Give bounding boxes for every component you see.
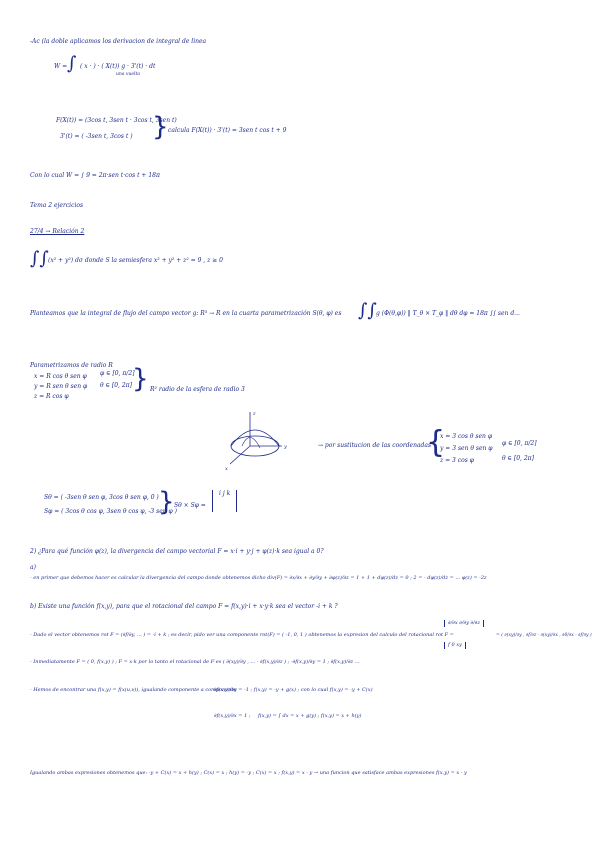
work-integrand: ( x · ) · ( X(t)) g · 3'(t) · dt: [80, 63, 156, 70]
meridian: [242, 437, 260, 448]
work-note: una vuelta: [116, 72, 140, 77]
substitution-brace: {: [426, 425, 446, 460]
part-a-label: a): [30, 564, 36, 571]
flux-integrand: g (Φ(θ,φ)) ‖ T_θ × T_φ ‖ dθ dφ = 18π ∫∫ sen d...: [376, 310, 520, 317]
param-theta-range: θ ∈ [0, 2π]: [100, 382, 132, 389]
component-matching: - Hemos de encontrar una f(x,y) = f(x(u,v)), igualando componente a componente: [30, 687, 237, 693]
param-y: y = R sen θ sen φ: [34, 383, 88, 390]
rotational-setup: - Dado el vector obtenemos rot F = (∂f/∂y, ... ) = -i + k ; es decir, pido ver una componente rot(F) = ( -1, 0, 1 ) obtenemos la expresion del calculo del rotacional rot F =: [30, 632, 454, 638]
field-on-curve: F(X(t)) = (3cos t, 3sen t · 3cos t, 3sen t): [56, 117, 177, 124]
tangent-phi: Sφ = ( 3cos θ cos φ, 3sen θ cos φ, -3 sen φ ): [44, 508, 177, 515]
y-label: y: [284, 444, 287, 450]
x-axis: [230, 446, 250, 464]
rotational-matrix-row1: ∂/∂x ∂/∂y ∂/∂z: [444, 620, 484, 627]
z-label: z: [253, 411, 256, 417]
surface-integral: (x² + y²) dσ donde S la semiesfera x² + y² + z² = 9 , z ≥ 0: [48, 257, 223, 264]
final-conclusion: Igualando ambas expresiones obtenemos que: -y + C(x) = x + h(y) ; C(x) = x ; h(y) = -y ; C(x) = x ; f(x,y) = x - y → una funcion que satisface ambas expresiones f(x,y) = x - y: [30, 770, 467, 776]
integral-sign: ∫: [67, 53, 77, 74]
sub-z: z = 3 cos φ: [440, 457, 474, 464]
dome-outline: [231, 430, 279, 446]
rotational-matrix-row3: f 0 xy: [444, 642, 466, 649]
flux-statement: Planteamos que la integral de flujo del campo vector g: R³ → R en la cuarta parametrización S(θ, φ) es: [30, 310, 342, 317]
cross-product-matrix: i j k: [212, 490, 237, 512]
rotational-question: b) Existe una función f(x,y), para que el rotacional del campo F = f(x,y)·i + x·y·k sea el vector -i + k ?: [30, 603, 338, 610]
param-phi-range: φ ∈ [0, π/2]: [100, 370, 135, 377]
tangent-brace: }: [158, 487, 175, 517]
double-integral-sign: ∫∫: [30, 248, 49, 269]
curve-derivative: 3'(t) = ( -3sen t, 3cos t ): [60, 133, 133, 140]
x-label: x: [225, 466, 228, 472]
param-heading: Parametrizamos de radio R: [30, 362, 113, 369]
sub-y: y = 3 sen θ sen φ: [440, 445, 493, 452]
dot-product: calcula F(X(t)) · 3'(t) = 3sen t cos t + 9: [168, 127, 287, 134]
work-label: W =: [54, 63, 68, 70]
rotational-components: - Inmediatamente F = ( 0, f(x,y) ) ; F = x·k por lo tanto el rotacional de F es ( ∂(xy)/∂y , ... - ∂f(x,y)/∂z ) ; -∂f(x,y)/∂y = 1 ; ∂f(x,y)/∂z ...: [30, 659, 360, 665]
substitution-note: → por sustitucion de las coordenadas: [318, 442, 432, 449]
work-result: Con lo cual W = ∫ 9 = 2π·sen t·cos t + 18π: [30, 172, 160, 179]
brace: }: [152, 112, 169, 142]
relation-heading: 27/4 → Relación 2: [30, 228, 85, 235]
param-brace: }: [132, 364, 149, 394]
sub-x: x = 3 cos θ sen φ: [440, 433, 493, 440]
partial-x-solution: f(x,y) = ∫ dx = x + g(y) ; f(x,y) = x + h(y): [258, 713, 362, 719]
section-title: Tema 2 ejercicios: [30, 202, 84, 209]
sub-phi-range: φ ∈ [0, π/2]: [502, 440, 537, 447]
tangent-theta: Sθ = ( -3sen θ sen φ, 3cos θ sen φ, 0 ): [44, 494, 159, 501]
hemisphere-sketch: [220, 408, 310, 478]
param-x: x = R cos θ sen φ: [34, 373, 87, 380]
partial-x-eq: ∂f(x,y)/∂x = 1 ;: [214, 713, 251, 719]
divergence-solution: - en primer que debemos hacer es calcular la divergencia del campo donde obtenemos dicho div(F) = ∂x/∂x + ∂y/∂y + ∂φ(z)/∂z = 1 + 1 + dφ(z)/dz = 0 ; 2 = - dφ(z)/dz = ... φ(z) = -2z: [30, 575, 487, 581]
flux-integral-sign: ∫∫: [358, 300, 377, 321]
radius-note: R² radio de la esfera de radio 3: [150, 386, 245, 393]
intro-line: -Ac (la doble aplicamos los derivacion de integral de linea: [30, 38, 207, 45]
divergence-question: 2) ¿Para qué función φ(z), la divergencia del campo vectorial F = x·i + y·j + φ(z)·k sea igual a 0?: [30, 548, 324, 555]
partial-y-solution: ∂f(x,y)/∂y = -1 ; f(x,y) = -y + g(x) ; con lo cual f(x,y) = -y + C(x): [214, 687, 373, 693]
rotational-expansion: = ( ∂(xy)/∂y , ∂f/∂z - ∂(xy)/∂x , ∂0/∂x - ∂f/∂y ): [496, 633, 592, 638]
cross-product-label: Sθ × Sφ =: [174, 502, 206, 509]
sub-theta-range: θ ∈ [0, 2π]: [502, 455, 534, 462]
param-z: z = R cos φ: [34, 393, 69, 400]
